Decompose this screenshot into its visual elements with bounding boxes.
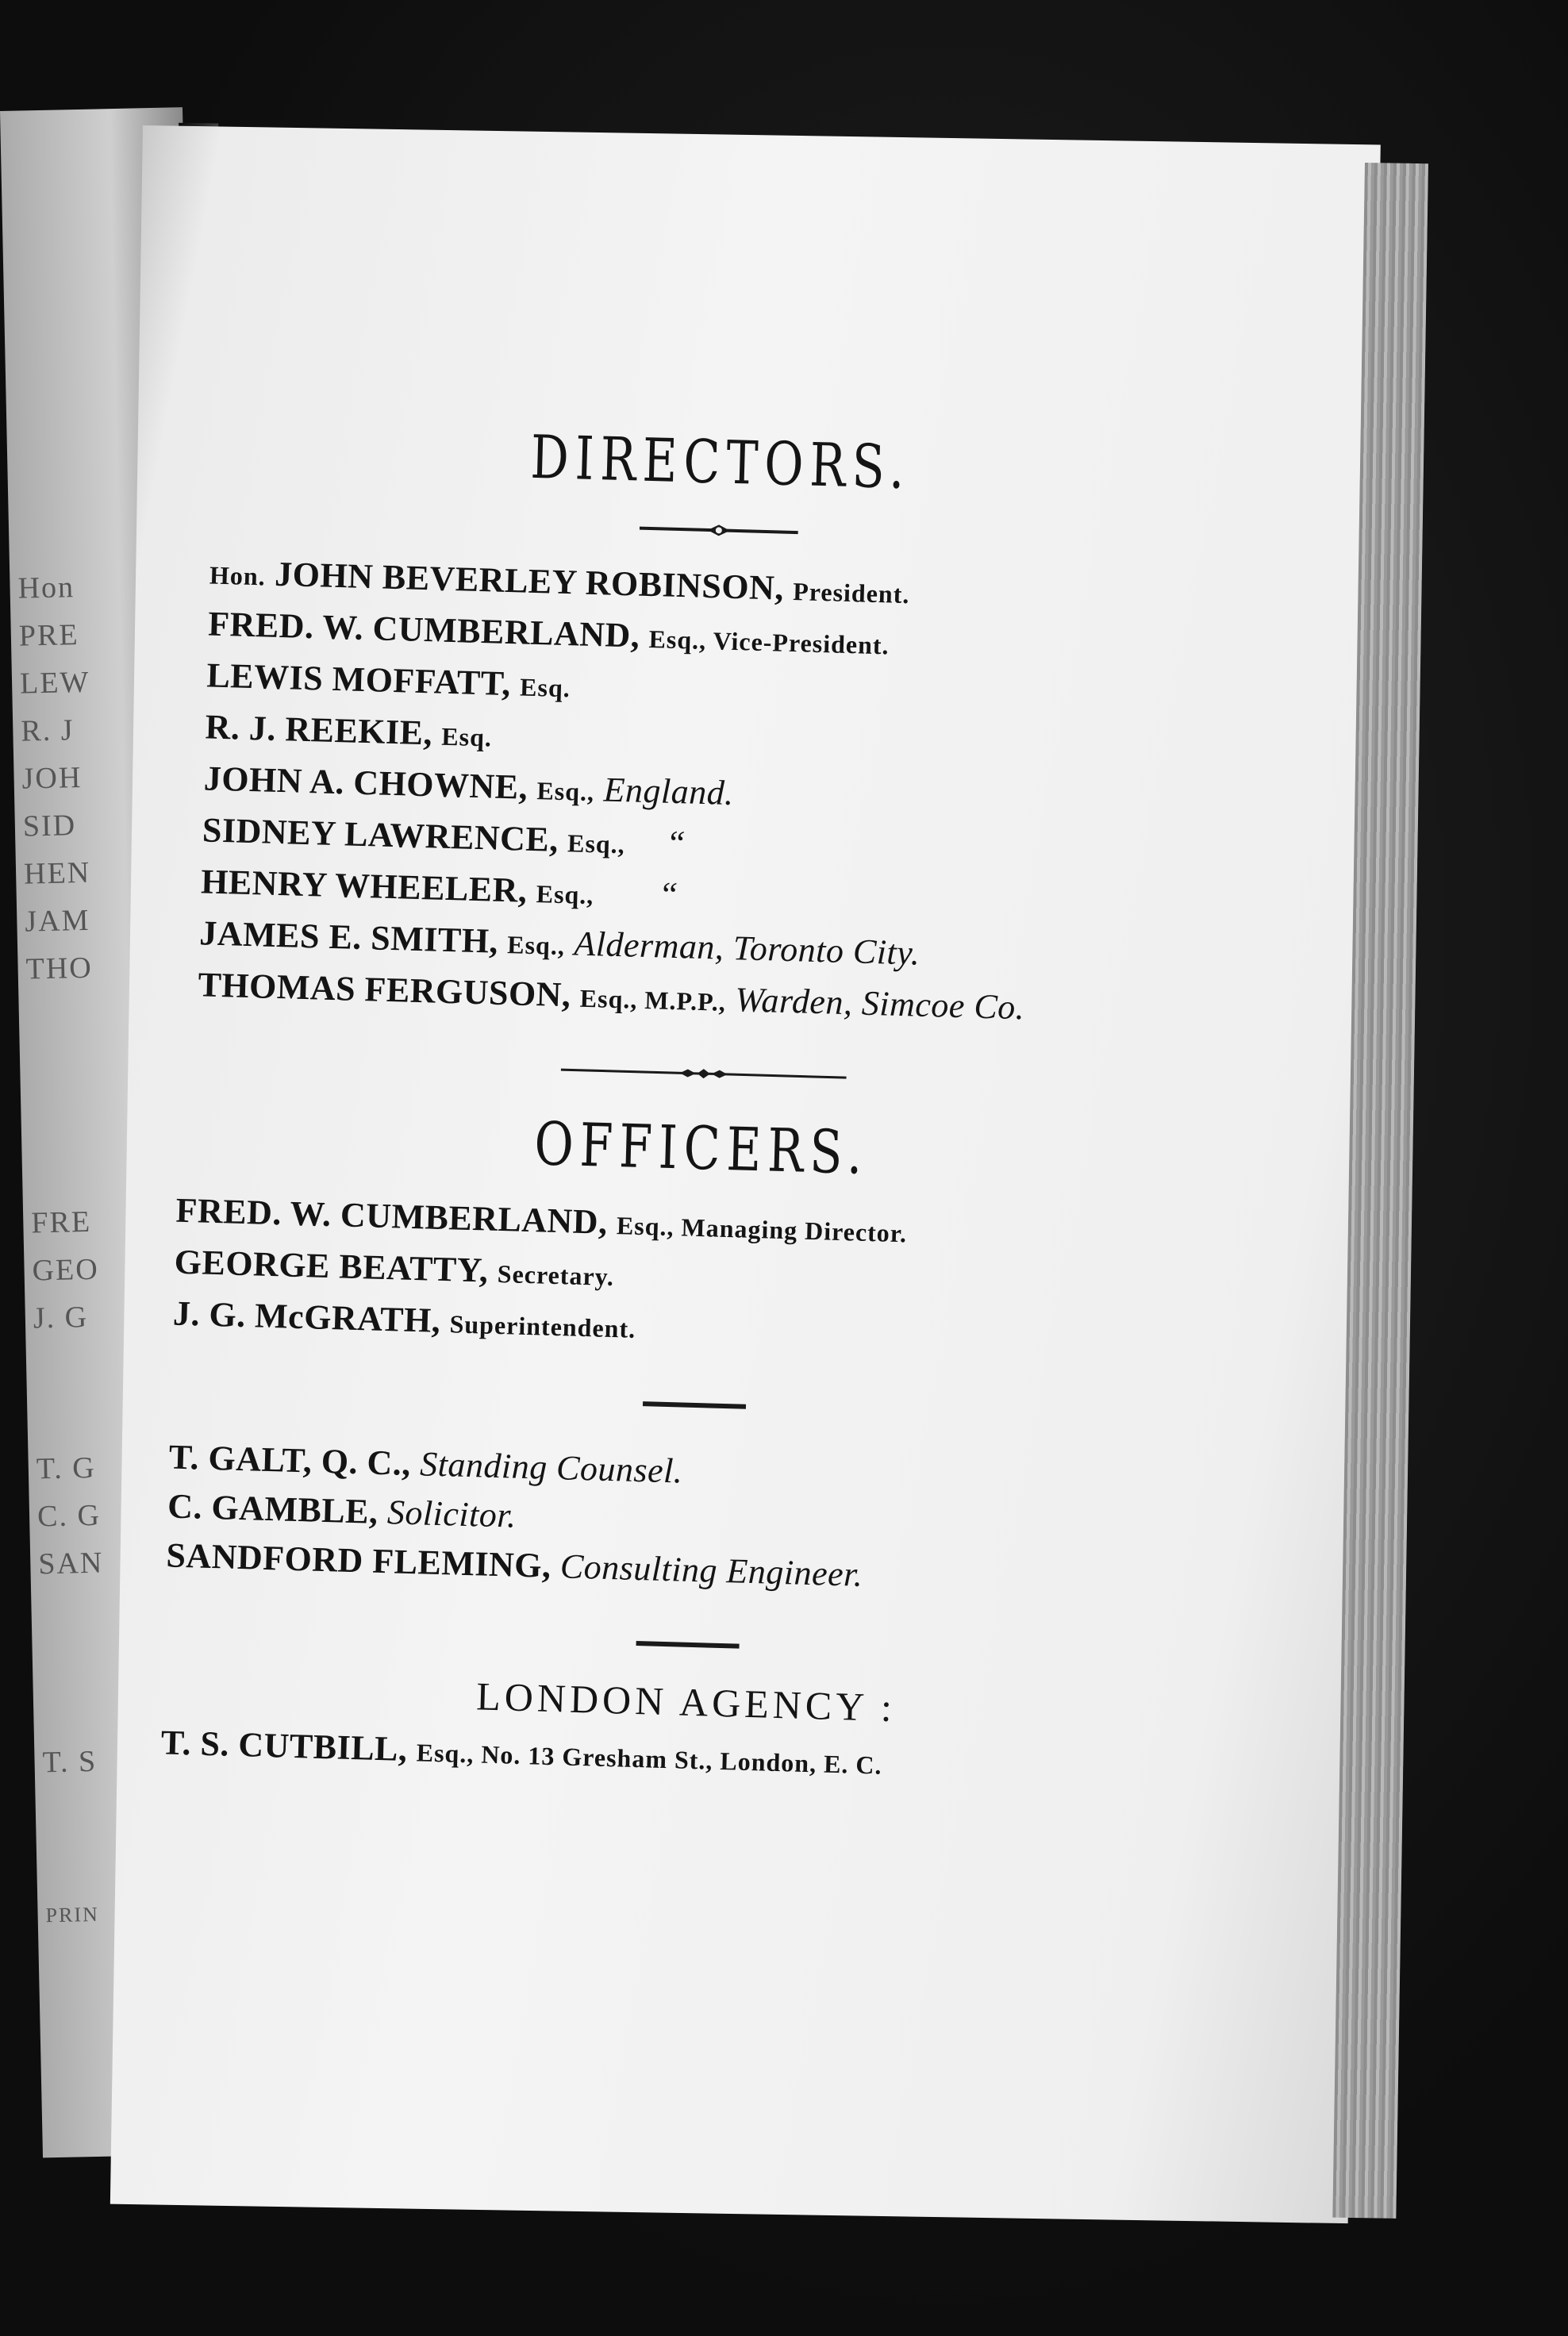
left-page-fragment: HEN: [23, 855, 91, 891]
director-name: FRED. W. CUMBERLAND,: [207, 604, 640, 655]
ornament-divider: [560, 1062, 846, 1085]
counsel-role: Standing Counsel.: [419, 1444, 684, 1491]
left-page-fragment: R. J: [20, 713, 75, 748]
officer-title: Superintendent.: [449, 1309, 636, 1343]
director-note: Warden, Simcoe Co.: [734, 980, 1025, 1028]
counsel-name: C. GAMBLE,: [167, 1486, 379, 1531]
officer-name: FRED. W. CUMBERLAND,: [175, 1190, 609, 1242]
ditto-mark: “: [665, 823, 686, 863]
left-page-fragment: LEW: [19, 665, 90, 701]
counsel-list: [166, 1432, 1217, 1609]
agent-address: Esq., No. 13 Gresham St., London, E. C.: [416, 1738, 883, 1780]
officer-title: Secretary.: [497, 1258, 615, 1292]
director-title: Esq.: [440, 721, 493, 752]
left-page-fragment: FRE: [30, 1204, 92, 1240]
counsel-role: Consulting Engineer.: [559, 1546, 864, 1594]
director-note: England.: [602, 770, 735, 813]
left-page-fragment: J. G: [33, 1301, 89, 1335]
counsel-role: Solicitor.: [386, 1493, 517, 1535]
director-title: Esq., M.P.P.,: [579, 983, 727, 1016]
director-title: Esq.,: [506, 930, 566, 961]
london-agency-heading: LONDON AGENCY :: [475, 1673, 897, 1731]
left-page-fragment: T. G: [36, 1450, 97, 1486]
directors-list: [182, 548, 1242, 1041]
left-page-fragment: PRE: [18, 618, 79, 653]
director-note: Alderman, Toronto City.: [573, 924, 921, 973]
agent-name: T. S. CUTBILL,: [160, 1723, 409, 1769]
left-page-fragment: SID: [22, 809, 77, 843]
director-title: Esq.,: [567, 828, 626, 859]
director-name: JOHN BEVERLEY ROBINSON,: [274, 554, 785, 608]
left-page-fragment: GEO: [32, 1252, 100, 1288]
officer-name: J. G. McGRATH,: [172, 1293, 441, 1340]
counsel-name: T. GALT, Q. C.,: [168, 1437, 412, 1483]
left-page-fragment: JOH: [21, 761, 83, 796]
ditto-mark: “: [658, 874, 679, 915]
director-name: JAMES E. SMITH,: [198, 913, 499, 961]
left-page-fragment: THO: [25, 951, 94, 986]
left-page-fragment: T. S: [42, 1744, 98, 1780]
director-name: THOMAS FERGUSON,: [197, 965, 572, 1015]
officer-name: GEORGE BEATTY,: [174, 1242, 490, 1290]
ornament-divider: [640, 521, 798, 541]
left-page-fragment: PRIN: [45, 1902, 100, 1927]
page-content: [156, 405, 1246, 1941]
director-name: JOHN A. CHOWNE,: [203, 759, 528, 807]
director-title: Esq.,: [536, 879, 594, 910]
director-title: President.: [792, 577, 910, 609]
left-page-fragment: C. G: [37, 1498, 102, 1534]
director-name: LEWIS MOFFATT,: [206, 655, 512, 704]
director-title: Esq.,: [536, 776, 595, 807]
director-name: R. J. REEKIE,: [204, 707, 433, 753]
officers-heading: OFFICERS.: [533, 1109, 870, 1189]
director-title: Esq.: [519, 672, 571, 703]
section-rule: [636, 1641, 740, 1649]
left-page-fragment: Hon: [17, 571, 75, 605]
left-page-fragment: SAN: [37, 1546, 104, 1581]
honorific: Hon.: [209, 560, 267, 591]
officers-list: [172, 1186, 1224, 1370]
section-rule: [643, 1401, 746, 1409]
director-title: Esq., Vice-President.: [648, 624, 890, 660]
director-name: SIDNEY LAWRENCE,: [202, 810, 559, 859]
director-name: HENRY WHEELER,: [200, 862, 528, 910]
left-page-fragment: JAM: [24, 903, 90, 939]
officer-title: Esq., Managing Director.: [616, 1211, 908, 1248]
directors-heading: DIRECTORS.: [529, 422, 912, 503]
counsel-name: SANDFORD FLEMING,: [165, 1535, 552, 1585]
